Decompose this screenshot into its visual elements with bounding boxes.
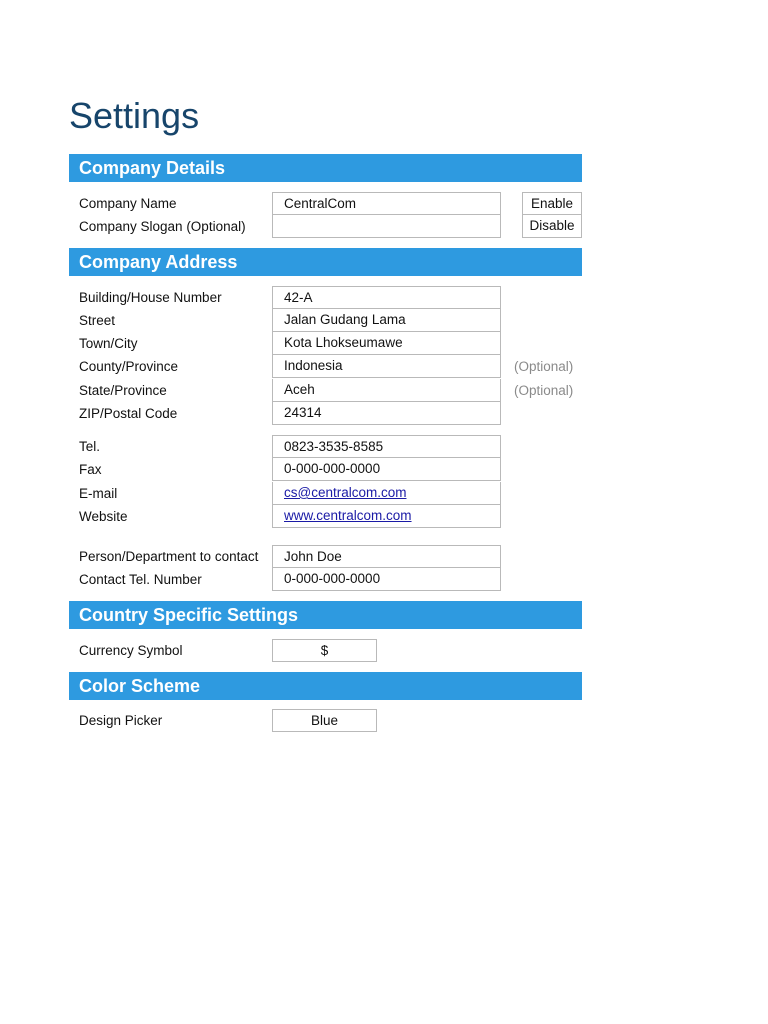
website-link[interactable]: www.centralcom.com [284, 508, 412, 523]
street-label: Street [79, 313, 116, 328]
building-field[interactable]: 42-A [272, 286, 501, 309]
county-field[interactable]: Indonesia [272, 355, 501, 378]
person-label: Person/Department to contact [79, 549, 259, 564]
website-field[interactable] [272, 505, 501, 528]
building-label: Building/House Number [79, 290, 222, 305]
email-field[interactable] [272, 482, 501, 505]
county-label: County/Province [79, 359, 179, 374]
tel-field[interactable]: 0823-3535-8585 [272, 435, 501, 458]
zip-field[interactable]: 24314 [272, 402, 501, 425]
website-label: Website [79, 509, 128, 524]
section-header-color-scheme: Color Scheme [69, 672, 582, 700]
contact-tel-field[interactable]: 0-000-000-0000 [272, 568, 501, 591]
state-field[interactable]: Aceh [272, 379, 501, 402]
tel-label: Tel. [79, 439, 101, 454]
disable-button[interactable]: Disable [522, 215, 582, 238]
state-optional-note: (Optional) [514, 383, 574, 398]
section-header-company-address: Company Address [69, 248, 582, 276]
street-field[interactable]: Jalan Gudang Lama [272, 309, 501, 332]
town-field[interactable]: Kota Lhokseumawe [272, 332, 501, 355]
page-title: Settings [69, 95, 200, 136]
contact-tel-label: Contact Tel. Number [79, 572, 202, 587]
fax-label: Fax [79, 462, 102, 477]
state-label: State/Province [79, 383, 167, 398]
section-header-country-settings: Country Specific Settings [69, 601, 582, 629]
company-name-field[interactable]: CentralCom [272, 192, 501, 215]
design-picker-field[interactable]: Blue [272, 709, 377, 732]
company-slogan-field[interactable] [272, 215, 501, 238]
currency-field[interactable]: $ [272, 639, 377, 662]
section-header-company-details: Company Details [69, 154, 582, 182]
person-field[interactable]: John Doe [272, 545, 501, 568]
design-picker-label: Design Picker [79, 713, 163, 728]
county-optional-note: (Optional) [514, 359, 574, 374]
town-label: Town/City [79, 336, 138, 351]
email-label: E-mail [79, 486, 118, 501]
zip-label: ZIP/Postal Code [79, 406, 178, 421]
enable-button[interactable]: Enable [522, 192, 582, 215]
company-slogan-label: Company Slogan (Optional) [79, 219, 246, 234]
currency-label: Currency Symbol [79, 643, 183, 658]
fax-field[interactable]: 0-000-000-0000 [272, 458, 501, 481]
email-link[interactable]: cs@centralcom.com [284, 485, 407, 500]
company-name-label: Company Name [79, 196, 177, 211]
